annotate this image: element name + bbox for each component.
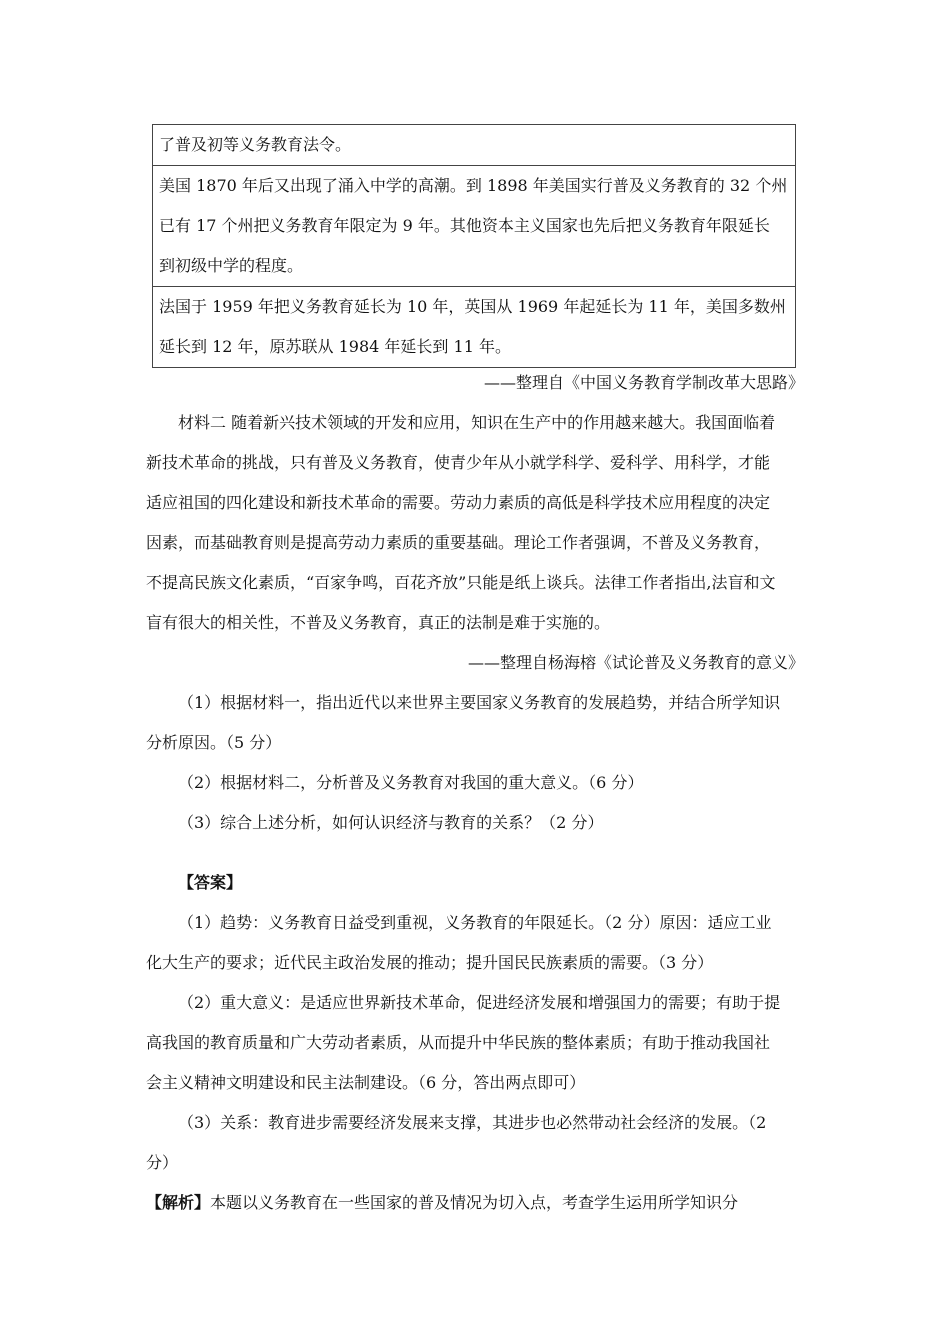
question-3: （3）综合上述分析，如何认识经济与教育的关系？（2 分）: [178, 813, 604, 832]
analysis-label: 【解析】: [146, 1193, 211, 1212]
question-1: （1）根据材料一，指出近代以来世界主要国家义务教育的发展趋势，并结合所学知识: [178, 693, 781, 712]
table-row-line: 到初级中学的程度。: [159, 256, 304, 275]
material-one-source: ——整理自《中国义务教育学制改革大思路》: [483, 373, 804, 392]
table-row: [153, 165, 795, 286]
question-2: （2）根据材料二，分析普及义务教育对我国的重大意义。（6 分）: [178, 773, 644, 792]
table-row-line: 已有 17 个州把义务教育年限定为 9 年。其他资本主义国家也先后把义务教育年限延长: [159, 216, 770, 235]
material-two-line: 新技术革命的挑战，只有普及义务教育，使青少年从小就学科学、爱科学、用科学，才能: [146, 453, 771, 472]
answer-heading: 【答案】: [178, 873, 243, 892]
table-row-line: 法国于 1959 年把义务教育延长为 10 年，英国从 1969 年起延长为 11 年，美国多数州: [159, 297, 786, 316]
material-two-source: ——整理自杨海榕《试论普及义务教育的意义》: [467, 653, 804, 672]
answer-2-cont: 会主义精神文明建设和民主法制建设。（6 分，答出两点即可）: [146, 1073, 586, 1092]
material-two-line: 盲有很大的相关性，不普及义务教育，真正的法制是难于实施的。: [146, 613, 611, 632]
answer-1: （1）趋势：义务教育日益受到重视，义务教育的年限延长。（2 分）原因：适应工业: [178, 913, 772, 932]
table-row-line: 延长到 12 年，原苏联从 1984 年延长到 11 年。: [159, 337, 511, 356]
table-row: [153, 286, 795, 367]
answer-2-cont: 高我国的教育质量和广大劳动者素质，从而提升中华民族的整体素质；有助于推动我国社: [146, 1033, 771, 1052]
table-row-line: 美国 1870 年后又出现了涌入中学的高潮。到 1898 年美国实行普及义务教育的 32 个州: [159, 176, 788, 195]
table-row: [153, 125, 795, 165]
material-two-line: 材料二 随着新兴技术领域的开发和应用，知识在生产中的作用越来越大。我国面临着: [178, 413, 776, 432]
question-1-cont: 分析原因。（5 分）: [146, 733, 282, 752]
analysis-paragraph: [146, 1183, 738, 1223]
material-two-line: 因素，而基础教育则是提高劳动力素质的重要基础。理论工作者强调，不普及义务教育，: [146, 533, 771, 552]
analysis-text: 本题以义务教育在一些国家的普及情况为切入点，考查学生运用所学知识分: [210, 1193, 739, 1212]
material-two-line: 适应祖国的四化建设和新技术革命的需要。劳动力素质的高低是科学技术应用程度的决定: [146, 493, 771, 512]
answer-2: （2）重大意义：是适应世界新技术革命，促进经济发展和增强国力的需要；有助于提: [178, 993, 781, 1012]
material-two-line: 不提高民族文化素质，“百家争鸣，百花齐放”只能是纸上谈兵。法律工作者指出,法盲和文: [146, 573, 776, 592]
answer-3-cont: 分）: [146, 1153, 179, 1172]
answer-1-cont: 化大生产的要求；近代民主政治发展的推动；提升国民民族素质的需要。（3 分）: [146, 953, 714, 972]
table-row-line: 了普及初等义务教育法令。: [159, 135, 352, 154]
answer-3: （3）关系：教育进步需要经济发展来支撑，其进步也必然带动社会经济的发展。（2: [178, 1113, 767, 1132]
material-one-table: [152, 124, 796, 368]
